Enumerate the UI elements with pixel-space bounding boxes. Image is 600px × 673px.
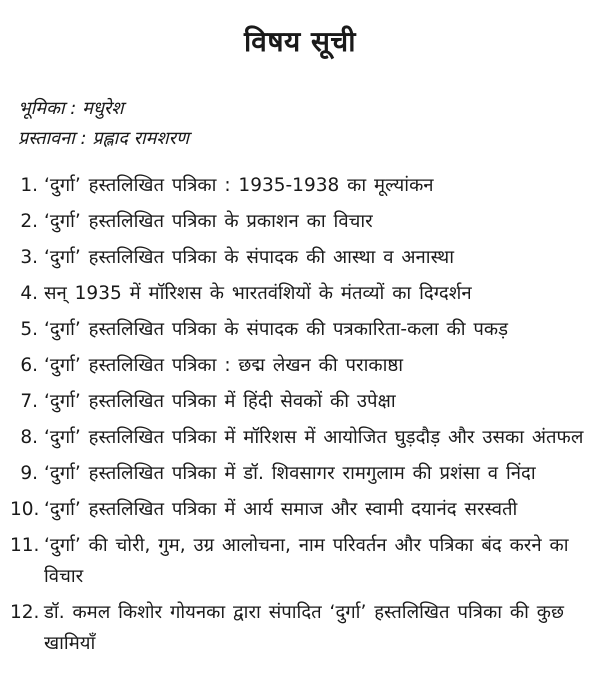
toc-entry-number: 10. [10,499,40,520]
page-title: विषय सूची [244,25,356,58]
toc-entry-title: ‘दुर्गा’ हस्तलिखित पत्रिका के प्रकाशन का विचार [44,211,373,232]
toc-entry-title: ‘दुर्गा’ हस्तलिखित पत्रिका के संपादक की पत्रकारिता-कला की पकड़ [44,319,509,340]
toc-entry-number: 1. [20,175,38,196]
toc-entry [10,170,590,201]
toc-entry [10,242,590,273]
toc-entry-number: 8. [20,427,38,448]
toc-entry [10,494,590,525]
toc-entry-title: ‘दुर्गा’ हस्तलिखित पत्रिका में हिंदी सेवकों की उपेक्षा [44,391,396,412]
toc-entry-title: ‘दुर्गा’ की चोरी, गुम, उग्र आलोचना, नाम परिवर्तन और पत्रिका बंद करने का विचार [44,535,569,587]
toc-entry [10,530,590,592]
table-of-contents [10,170,590,664]
toc-entry [10,350,590,381]
toc-entry-number: 11. [10,535,40,556]
toc-entry-title: ‘दुर्गा’ हस्तलिखित पत्रिका में मॉरिशस में आयोजित घुड़दौड़ और उसका अंतफल [44,427,584,448]
toc-entry [10,422,590,453]
toc-entry-title: डॉ. कमल किशोर गोयनका द्वारा संपादित ‘दुर्गा’ हस्तलिखित पत्रिका की कुछ खामियाँ [44,602,564,654]
toc-entry-number: 7. [20,391,38,412]
toc-entry-title: ‘दुर्गा’ हस्तलिखित पत्रिका में डॉ. शिवसागर रामगुलाम की प्रशंसा व निंदा [44,463,536,484]
toc-entry-number: 9. [20,463,38,484]
front-matter-introduction: प्रस्तावना : प्रह्लाद रामशरण [18,128,190,149]
toc-entry-number: 4. [20,283,38,304]
toc-entry-title: ‘दुर्गा’ हस्तलिखित पत्रिका : छद्म लेखन की पराकाष्ठा [44,355,404,376]
toc-entry-title: सन् 1935 में मॉरिशस के भारतवंशियों के मंतव्यों का दिग्दर्शन [44,283,472,304]
toc-entry-title: ‘दुर्गा’ हस्तलिखित पत्रिका : 1935-1938 का मूल्यांकन [44,175,434,196]
toc-entry [10,278,590,309]
front-matter-preface: भूमिका : मधुरेश [18,98,124,119]
toc-entry-number: 3. [20,247,38,268]
toc-entry [10,386,590,417]
toc-entry-number: 5. [20,319,38,340]
toc-entry-number: 12. [10,602,40,623]
toc-entry-number: 2. [20,211,38,232]
toc-entry [10,206,590,237]
toc-entry [10,597,590,659]
toc-entry-title: ‘दुर्गा’ हस्तलिखित पत्रिका में आर्य समाज और स्वामी दयानंद सरस्वती [44,499,518,520]
toc-entry [10,314,590,345]
toc-entry-number: 6. [20,355,38,376]
toc-entry-title: ‘दुर्गा’ हस्तलिखित पत्रिका के संपादक की आस्था व अनास्था [44,247,455,268]
toc-entry [10,458,590,489]
